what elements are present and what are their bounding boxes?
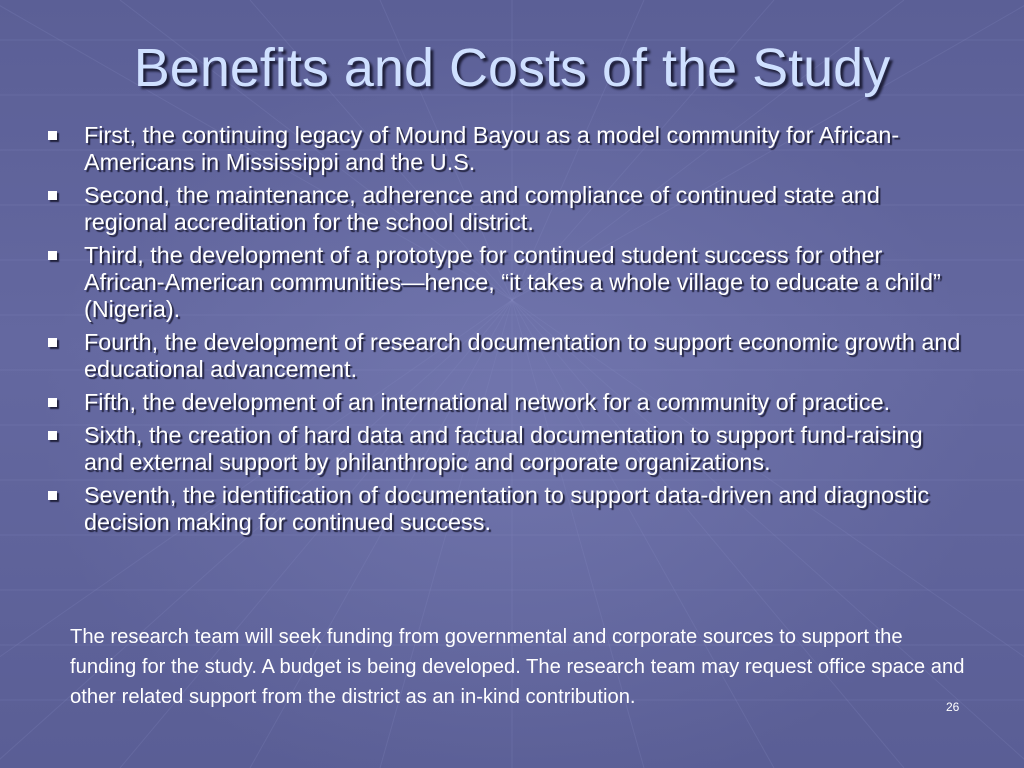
- square-bullet-icon: [48, 338, 57, 347]
- square-bullet-icon: [48, 431, 57, 440]
- bullet-item: [46, 389, 966, 416]
- slide-title: Benefits and Costs of the Study: [133, 38, 891, 98]
- bullet-text: Fifth, the development of an international network for a community of practice.: [84, 389, 891, 415]
- funding-note: The research team will seek funding from governmental and corporate sources to support the funding for the study. A budget is being developed. The research team may request office space and other related support from the district as an in-kind contribution.: [70, 626, 965, 708]
- bullet-text: Seventh, the identification of documentation to support data-driven and diagnostic decision making for continued success.: [84, 482, 930, 535]
- bullet-text: Third, the development of a prototype for continued student success for other African-American communities—hence, “it takes a whole village to educate a child” (Nigeria).: [84, 242, 941, 322]
- bullet-text: Sixth, the creation of hard data and factual documentation to support fund-raising and external support by philanthropic and corporate organizations.: [84, 422, 923, 475]
- bullet-text: Fourth, the development of research documentation to support economic growth and educational advancement.: [84, 329, 961, 382]
- bullet-list: [46, 122, 966, 542]
- bullet-item: [46, 182, 966, 236]
- bullet-item: [46, 242, 966, 323]
- square-bullet-icon: [48, 191, 57, 200]
- bullet-item: [46, 122, 966, 176]
- square-bullet-icon: [48, 251, 57, 260]
- bullet-text: First, the continuing legacy of Mound Bayou as a model community for African-Americans in Mississippi and the U.S.: [84, 122, 900, 175]
- bullet-text: Second, the maintenance, adherence and compliance of continued state and regional accreditation for the school district.: [84, 182, 880, 235]
- bullet-item: [46, 482, 966, 536]
- square-bullet-icon: [48, 398, 57, 407]
- page-number: 26: [946, 700, 960, 714]
- bullet-item: [46, 329, 966, 383]
- square-bullet-icon: [48, 131, 57, 140]
- bullet-item: [46, 422, 966, 476]
- square-bullet-icon: [48, 491, 57, 500]
